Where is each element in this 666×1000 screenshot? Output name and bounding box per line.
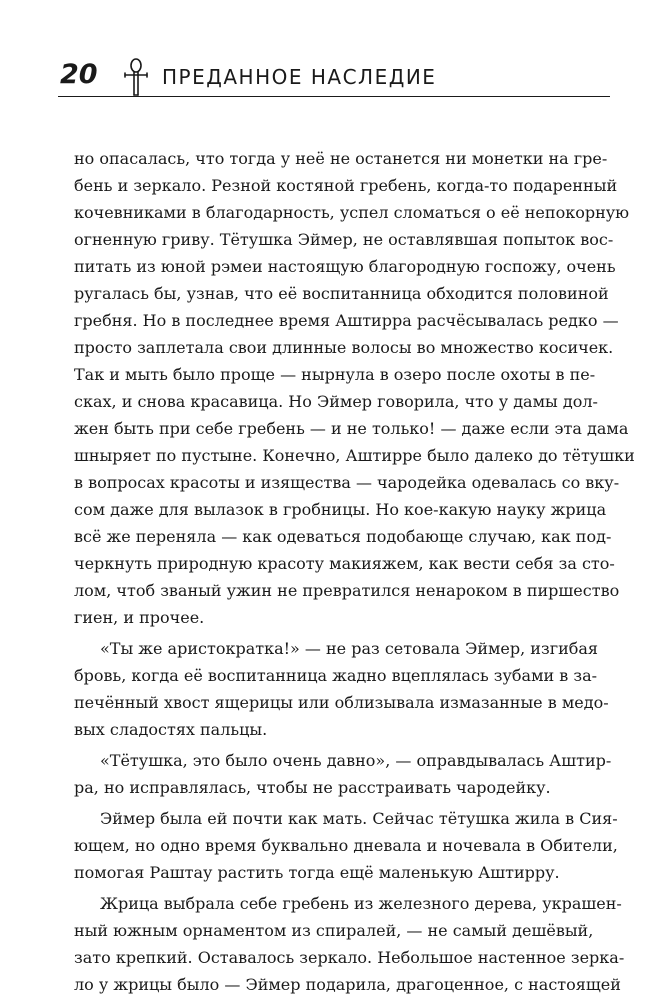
text-line: вых сладостях пальцы.: [74, 720, 268, 739]
text-line: всё же переняла — как одеваться подобающе случаю, как под-: [74, 527, 612, 546]
text-line: сом даже для вылазок в гробницы. Но кое-какую науку жрица: [74, 500, 607, 519]
text-line: кочевниками в благодарность, успел сломаться о её непокорную: [74, 203, 630, 222]
text-line: бровь, когда её воспитанница жадно вцеплялась зубами в за-: [74, 666, 598, 685]
text-line: ругалась бы, узнав, что её воспитанница обходится половиной: [74, 284, 609, 303]
running-title: ПРЕДАННОЕ НАСЛЕДИЕ: [162, 65, 437, 89]
text-line: Так и мыть было проще — нырнула в озеро после охоты в пе-: [74, 365, 596, 384]
page-number: 20: [60, 59, 98, 90]
text-line: бень и зеркало. Резной костяной гребень, когда-то подаренный: [74, 176, 618, 195]
text-line: питать из юной рэмеи настоящую благородную госпожу, очень: [74, 257, 616, 276]
text-line: сках, и снова красавица. Но Эймер говорила, что у дамы дол-: [74, 392, 598, 411]
text-line: шныряет по пустыне. Конечно, Аштирре было далеко до тётушки: [74, 446, 635, 465]
text-line: ющем, но одно время буквально дневала и ночевала в Обители,: [74, 836, 618, 855]
text-line: просто заплетала свои длинные волосы во множество косичек.: [74, 338, 614, 357]
text-line: гребня. Но в последнее время Аштирра расчёсывалась редко —: [74, 311, 619, 330]
text-line: черкнуть природную красоту макияжем, как вести себя за сто-: [74, 554, 615, 573]
text-line: «Ты же аристократка!» — не раз сетовала Эймер, изгибая: [100, 639, 599, 658]
text-line: в вопросах красоты и изящества — чародейка одевалась со вку-: [74, 473, 620, 492]
header-rule: [58, 96, 610, 97]
text-line: «Тётушка, это было очень давно», — оправдывалась Аштир-: [100, 751, 612, 770]
text-line: зато крепкий. Оставалось зеркало. Небольшое настенное зерка-: [74, 948, 625, 967]
text-line: Эймер была ей почти как мать. Сейчас тётушка жила в Сия-: [100, 809, 618, 828]
text-line: ра, но исправлялась, чтобы не расстраивать чародейку.: [74, 778, 551, 797]
text-line: печённый хвост ящерицы или облизывала измазанные в медо-: [74, 693, 609, 712]
text-line: гиен, и прочее.: [74, 608, 205, 627]
text-line: Жрица выбрала себе гребень из железного дерева, украшен-: [100, 894, 622, 913]
text-line: жен быть при себе гребень — и не только! — даже если эта дама: [74, 419, 629, 438]
body-text: [74, 145, 635, 998]
text-line: помогая Раштау растить тогда ещё маленькую Аштирру.: [74, 863, 560, 882]
text-line: ло у жрицы было — Эймер подарила, драгоценное, с настоящей: [74, 975, 621, 994]
text-line: но опасалась, что тогда у неё не останется ни монетки на гре-: [74, 149, 608, 168]
ankh-icon: [122, 58, 150, 98]
text-line: лом, чтоб званый ужин не превратился ненароком в пиршество: [74, 581, 620, 600]
text-line: огненную гриву. Тётушка Эймер, не оставлявшая попыток вос-: [74, 230, 614, 249]
running-header: [58, 58, 610, 98]
text-line: ный южным орнаментом из спиралей, — не самый дешёвый,: [74, 921, 594, 940]
